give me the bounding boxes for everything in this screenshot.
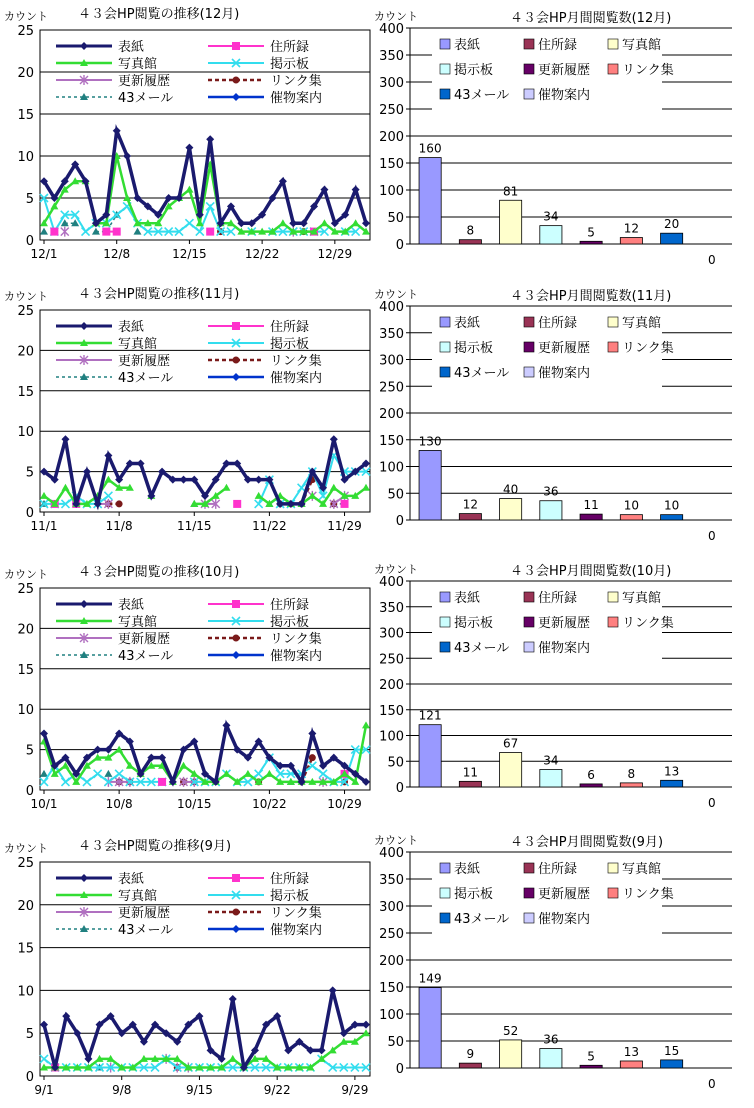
x-tick-label: 9/22: [263, 1083, 291, 1097]
bar: [419, 158, 441, 244]
y-tick-label: 15: [17, 108, 34, 123]
legend-label: 43メール: [454, 366, 510, 381]
chart-title: ４３会HP月間閲覧数(11月): [510, 289, 672, 304]
legend-swatch: [524, 617, 534, 627]
legend-marker: [233, 357, 240, 364]
legend-swatch: [608, 64, 618, 74]
legend-label: 43メール: [118, 923, 174, 938]
legend-swatch: [524, 367, 534, 377]
y-tick-label: 5: [25, 192, 34, 207]
bar: [459, 240, 481, 244]
y-tick-label: 150: [379, 157, 404, 172]
data-label: 34: [543, 753, 559, 768]
legend-label: 表紙: [454, 591, 481, 606]
data-point: [50, 228, 58, 236]
y-tick-label: 25: [17, 304, 34, 319]
x-tick-label: 11/29: [327, 519, 362, 533]
bar: [459, 1063, 481, 1068]
bar-chart-svg: [370, 280, 748, 546]
bar: [580, 784, 602, 787]
legend-label: 43メール: [118, 91, 174, 106]
legend-label: 催物案内: [270, 649, 323, 664]
data-label: 5: [587, 225, 595, 240]
x-tick-label: 10/22: [252, 797, 287, 811]
chart-title: ４３会HP月間閲覧数(10月): [510, 564, 672, 579]
bar: [500, 200, 522, 244]
y-tick-label: 25: [17, 856, 34, 871]
legend-label: 更新履歴: [538, 63, 591, 78]
legend-label: 43メール: [118, 371, 174, 386]
data-point: [102, 228, 110, 236]
data-label: 8: [466, 223, 475, 238]
y-tick-label: 150: [379, 433, 404, 449]
legend-swatch: [524, 342, 534, 352]
bar: [580, 1065, 602, 1068]
legend-swatch: [440, 39, 450, 49]
y-tick-label: 5: [25, 1027, 34, 1043]
x-tick-label: 9/8: [112, 1083, 132, 1097]
y-tick-label: 20: [17, 622, 34, 638]
y-tick-label: 100: [379, 729, 404, 745]
legend-label: 表紙: [454, 38, 481, 53]
y-tick-label: 15: [17, 662, 34, 678]
y-tick-label: 20: [17, 66, 34, 81]
data-label: 149: [418, 971, 442, 986]
x-tick-label: 12/22: [244, 247, 280, 261]
y-tick-label: 400: [379, 846, 404, 861]
data-point: [158, 778, 166, 786]
y-tick-label: 200: [379, 678, 404, 693]
y-tick-label: 10: [17, 150, 34, 165]
bar: [540, 1049, 562, 1068]
line-chart-svg: [0, 832, 380, 1106]
bar: [500, 752, 522, 787]
data-label: 11: [462, 765, 479, 780]
y-tick-label: 100: [379, 184, 404, 199]
data-label: 0: [708, 796, 716, 810]
data-label: 12: [623, 221, 640, 236]
legend-swatch: [608, 39, 618, 49]
data-label: 6: [587, 767, 595, 782]
y-axis-label: カウント: [4, 842, 48, 855]
y-tick-label: 400: [379, 300, 404, 315]
y-tick-label: 5: [25, 743, 34, 759]
legend-marker: [232, 42, 240, 50]
data-label: 0: [708, 1077, 716, 1091]
data-label: 13: [663, 764, 680, 779]
y-tick-label: 350: [379, 873, 404, 888]
legend-swatch: [524, 913, 534, 923]
legend-marker: [232, 322, 240, 330]
y-axis-label: カウント: [374, 563, 418, 576]
bar: [419, 725, 441, 787]
legend-label: リンク集: [622, 63, 674, 78]
legend-label: 更新履歴: [118, 354, 171, 369]
x-tick-label: 9/1: [34, 1083, 54, 1097]
legend-swatch: [440, 592, 450, 602]
y-axis-label: カウント: [374, 10, 418, 23]
bar: [540, 226, 562, 244]
data-label: 0: [708, 529, 716, 543]
legend-label: 更新履歴: [538, 887, 591, 902]
legend-label: 掲示板: [270, 615, 310, 630]
y-tick-label: 0: [25, 234, 34, 249]
bar-chart-svg: [370, 555, 748, 813]
legend-swatch: [440, 367, 450, 377]
bar: [620, 1061, 642, 1068]
legend-label: 住所録: [538, 591, 578, 606]
legend-label: リンク集: [270, 906, 322, 921]
legend-marker: [232, 874, 240, 882]
legend-label: 催物案内: [538, 88, 591, 103]
legend-label: 掲示板: [270, 57, 310, 72]
legend-swatch: [524, 863, 534, 873]
bar-chart-december: [370, 2, 748, 270]
chart-title: ４３会HP月間閲覧数(9月): [510, 835, 664, 850]
legend-label: 掲示板: [270, 889, 310, 904]
legend-label: 更新履歴: [538, 616, 591, 631]
legend-swatch: [440, 642, 450, 652]
legend-swatch: [440, 913, 450, 923]
bar: [500, 1040, 522, 1068]
legend-label: 写真館: [118, 57, 158, 72]
legend-label: 掲示板: [454, 63, 494, 78]
bar: [661, 1060, 683, 1068]
chart-title: ４３会HP閲覧の推移(12月): [78, 7, 240, 22]
data-point: [116, 500, 123, 507]
legend-label: 掲示板: [270, 337, 310, 352]
legend-label: 住所録: [538, 38, 578, 53]
bar: [459, 781, 481, 787]
y-tick-label: 150: [379, 981, 404, 996]
legend-label: リンク集: [270, 354, 322, 369]
legend-label: リンク集: [622, 887, 674, 902]
x-tick-label: 12/1: [30, 247, 58, 261]
legend-label: 住所録: [538, 862, 578, 877]
data-label: 121: [418, 708, 442, 723]
x-tick-label: 9/15: [185, 1083, 213, 1097]
legend-swatch: [524, 317, 534, 327]
y-tick-label: 5: [25, 465, 34, 481]
y-tick-label: 50: [387, 211, 404, 226]
legend-label: 掲示板: [454, 341, 494, 356]
legend-label: 表紙: [118, 872, 145, 887]
legend-label: 住所録: [270, 320, 310, 335]
legend-swatch: [524, 592, 534, 602]
y-tick-label: 50: [387, 755, 404, 771]
data-label: 160: [418, 141, 442, 156]
y-tick-label: 200: [379, 130, 404, 145]
y-tick-label: 150: [379, 703, 404, 719]
y-tick-label: 100: [379, 460, 404, 476]
legend-label: 催物案内: [270, 371, 323, 386]
legend-label: 43メール: [454, 88, 510, 103]
legend: [432, 312, 674, 392]
bar-chart-svg: [370, 2, 748, 270]
y-tick-label: 15: [17, 384, 34, 400]
legend-label: リンク集: [622, 341, 674, 356]
line-chart-november: [0, 280, 380, 542]
legend-label: 写真館: [622, 591, 662, 606]
line-chart-october: [0, 558, 380, 820]
data-label: 15: [663, 1043, 680, 1058]
y-tick-label: 50: [387, 487, 404, 503]
line-chart-svg: [0, 280, 380, 542]
legend-label: 住所録: [270, 40, 310, 55]
y-tick-label: 10: [17, 425, 34, 441]
legend-swatch: [524, 64, 534, 74]
line-chart-september: [0, 832, 380, 1106]
data-label: 13: [623, 1044, 640, 1059]
y-tick-label: 300: [379, 76, 404, 91]
bar: [540, 769, 562, 787]
y-tick-label: 400: [379, 575, 404, 590]
bar-chart-october: [370, 555, 748, 813]
y-tick-label: 0: [395, 238, 404, 253]
y-tick-label: 350: [379, 49, 404, 64]
bar: [661, 780, 683, 787]
x-tick-label: 12/15: [172, 247, 207, 261]
legend-label: 催物案内: [538, 912, 591, 927]
bar-chart-september: [370, 826, 748, 1094]
legend-label: リンク集: [622, 616, 674, 631]
data-label: 12: [462, 497, 479, 512]
legend-swatch: [440, 617, 450, 627]
legend-label: 催物案内: [538, 366, 591, 381]
plot-area: [40, 30, 370, 240]
data-label: 130: [418, 434, 442, 449]
y-tick-label: 200: [379, 407, 404, 422]
data-label: 10: [623, 498, 640, 513]
data-label: 34: [543, 209, 559, 224]
legend-swatch: [440, 89, 450, 99]
data-point: [206, 228, 214, 236]
legend-marker: [233, 909, 240, 916]
y-tick-label: 250: [379, 652, 404, 668]
bar-chart-svg: [370, 826, 748, 1094]
legend-swatch: [440, 888, 450, 898]
y-tick-label: 350: [379, 326, 404, 342]
legend-label: 掲示板: [454, 887, 494, 902]
data-label: 5: [587, 1049, 595, 1064]
chart-title: ４３会HP閲覧の推移(11月): [78, 287, 240, 302]
y-axis-label: カウント: [4, 10, 48, 23]
legend-label: 更新履歴: [118, 906, 171, 921]
y-axis-label: カウント: [4, 290, 48, 303]
y-axis-label: カウント: [4, 568, 48, 581]
y-tick-label: 250: [379, 380, 404, 396]
y-axis-label: カウント: [374, 834, 418, 847]
line-chart-svg: [0, 0, 380, 270]
data-point: [309, 754, 316, 761]
data-label: 52: [502, 1023, 519, 1038]
legend-swatch: [608, 888, 618, 898]
legend-swatch: [440, 317, 450, 327]
legend-label: リンク集: [270, 74, 322, 89]
bar: [620, 515, 642, 520]
line-chart-december: [0, 0, 380, 270]
x-tick-label: 9/29: [341, 1083, 369, 1097]
legend-swatch: [524, 888, 534, 898]
y-tick-label: 0: [395, 1062, 404, 1077]
legend-label: 写真館: [622, 316, 662, 331]
bar: [419, 988, 441, 1068]
bar: [620, 783, 642, 787]
y-tick-label: 0: [25, 784, 34, 799]
data-label: 36: [543, 1032, 559, 1047]
chart-title: ４３会HP閲覧の推移(10月): [78, 565, 240, 580]
legend-label: 更新履歴: [538, 341, 591, 356]
y-tick-label: 0: [25, 1070, 34, 1085]
y-tick-label: 300: [379, 626, 404, 642]
x-tick-label: 10/1: [30, 797, 58, 811]
legend-label: 住所録: [270, 598, 310, 613]
data-label: 36: [543, 484, 559, 499]
legend-label: 写真館: [118, 889, 158, 904]
legend-label: 住所録: [538, 316, 578, 331]
legend-swatch: [608, 317, 618, 327]
legend-label: 表紙: [454, 316, 481, 331]
x-tick-label: 10/29: [327, 797, 362, 811]
legend-marker: [232, 600, 240, 608]
data-point: [233, 500, 241, 508]
y-tick-label: 350: [379, 600, 404, 616]
legend-label: リンク集: [270, 632, 322, 647]
legend: [432, 587, 674, 667]
y-tick-label: 300: [379, 900, 404, 915]
legend-marker: [233, 635, 240, 642]
legend-label: 表紙: [118, 320, 145, 335]
data-label: 81: [502, 184, 519, 199]
y-tick-label: 20: [17, 898, 34, 914]
bar: [580, 241, 602, 244]
data-label: 67: [502, 736, 519, 751]
x-tick-label: 11/15: [176, 519, 212, 533]
y-tick-label: 10: [17, 984, 34, 1000]
y-tick-label: 25: [17, 582, 34, 597]
x-tick-label: 10/15: [176, 797, 212, 811]
data-label: 0: [708, 253, 716, 267]
x-tick-label: 12/8: [103, 247, 131, 261]
legend-swatch: [524, 642, 534, 652]
y-tick-label: 300: [379, 353, 404, 369]
chart-title: ４３会HP閲覧の推移(9月): [78, 839, 232, 854]
legend-swatch: [608, 342, 618, 352]
legend-swatch: [440, 863, 450, 873]
line-chart-svg: [0, 558, 380, 820]
y-tick-label: 10: [17, 703, 34, 719]
x-tick-label: 12/29: [317, 247, 353, 261]
data-label: 11: [583, 498, 599, 513]
x-tick-label: 11/22: [252, 519, 287, 533]
legend-label: 43メール: [454, 641, 510, 656]
y-tick-label: 50: [387, 1035, 404, 1050]
bar: [661, 515, 683, 520]
y-tick-label: 0: [395, 514, 404, 529]
legend-swatch: [524, 39, 534, 49]
y-tick-label: 20: [17, 344, 34, 360]
legend-label: 写真館: [118, 337, 158, 352]
y-tick-label: 400: [379, 22, 404, 37]
legend-label: 更新履歴: [118, 632, 171, 647]
legend-swatch: [608, 863, 618, 873]
bar: [580, 514, 602, 520]
bar: [540, 501, 562, 520]
legend-label: 表紙: [118, 598, 145, 613]
x-tick-label: 10/8: [105, 797, 133, 811]
legend-label: 43メール: [454, 912, 510, 927]
bar: [661, 233, 683, 244]
legend-swatch: [440, 64, 450, 74]
y-axis-label: カウント: [374, 288, 418, 301]
y-tick-label: 250: [379, 927, 404, 942]
legend-label: 写真館: [622, 38, 662, 53]
legend-swatch: [440, 342, 450, 352]
y-tick-label: 100: [379, 1008, 404, 1023]
y-tick-label: 0: [395, 781, 404, 796]
legend-marker: [233, 77, 240, 84]
chart-title: ４３会HP月間閲覧数(12月): [510, 11, 672, 26]
y-tick-label: 15: [17, 941, 34, 957]
x-tick-label: 11/1: [30, 519, 58, 533]
legend-label: 43メール: [118, 649, 174, 664]
legend-swatch: [608, 617, 618, 627]
legend-label: 催物案内: [538, 641, 591, 656]
data-label: 8: [627, 766, 636, 781]
y-tick-label: 250: [379, 103, 404, 118]
y-tick-label: 25: [17, 24, 34, 39]
legend-label: 表紙: [118, 40, 145, 55]
data-label: 20: [663, 217, 680, 232]
legend-swatch: [608, 592, 618, 602]
data-label: 9: [466, 1047, 475, 1062]
legend-swatch: [524, 89, 534, 99]
bar: [459, 514, 481, 520]
bar: [620, 238, 642, 244]
data-label: 10: [663, 498, 680, 513]
legend-label: 表紙: [454, 862, 481, 877]
y-tick-label: 0: [25, 506, 34, 521]
data-point: [341, 500, 349, 508]
legend: [432, 858, 674, 938]
legend-label: 催物案内: [270, 91, 323, 106]
y-tick-label: 200: [379, 954, 404, 969]
bar-chart-november: [370, 280, 748, 546]
legend-label: 催物案内: [270, 923, 323, 938]
data-label: 40: [502, 482, 519, 497]
legend-label: 掲示板: [454, 616, 494, 631]
legend: [432, 34, 674, 114]
data-point: [113, 228, 121, 236]
bar: [500, 499, 522, 520]
legend-label: 写真館: [622, 862, 662, 877]
legend-label: 更新履歴: [118, 74, 171, 89]
legend-label: 写真館: [118, 615, 158, 630]
bar: [419, 450, 441, 520]
legend-label: 住所録: [270, 872, 310, 887]
x-tick-label: 11/8: [105, 519, 133, 533]
